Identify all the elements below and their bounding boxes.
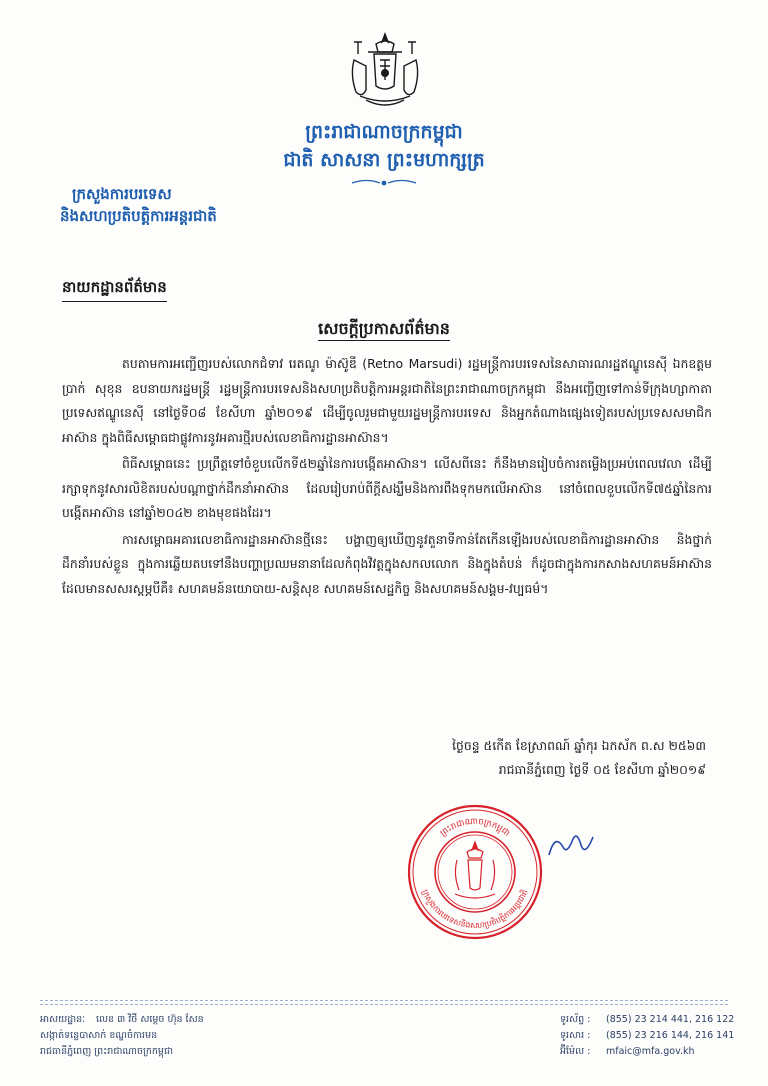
press-release-body (62, 352, 712, 603)
address-line2: សង្កាត់ទន្លេបាសាក់ ខណ្ឌចំការមន (40, 1030, 158, 1041)
address-line3: រាជធានីភ្នំពេញ ព្រះរាជាណាចក្រកម្ពុជា (40, 1046, 173, 1057)
seal-outer-text: ក្រសួងការបរទេសនិងសហប្រតិបត្តិការអន្តរជាតិ (420, 888, 530, 931)
ornament-divider-icon (350, 178, 418, 188)
document-title (0, 318, 768, 342)
fax-label: ទូរសារ : (560, 1030, 591, 1041)
royal-coat-of-arms-icon (340, 30, 430, 110)
signature-mark (545, 825, 605, 865)
department-name: នាយកដ្ឋានព័ត៌មាន (62, 278, 167, 302)
footer-divider-2 (40, 1004, 728, 1005)
footer-divider (40, 1000, 728, 1001)
document-title-text: សេចក្ដីប្រកាសព័ត៌មាន (318, 319, 450, 341)
solar-date: រាជធានីភ្នំពេញ ថ្ងៃទី ០៥ ខែសីហា ឆ្នាំ២០១៩ (498, 762, 706, 777)
seal-inner-text: ព្រះរាជាណាចក្រកម្ពុជា (438, 816, 512, 839)
ministry-name-line1: ក្រសួងការបរទេស (72, 185, 172, 203)
email-value[interactable]: mfaic@mfa.gov.kh (606, 1046, 695, 1057)
paragraph-2: ពិធីសម្ពោធនេះ ប្រព្រឹត្តទៅចំខួបលើកទី៥២ឆ្នាំនៃការបង្កើតអាស៊ាន។ លើសពីនេះ ក៏នឹងមានរៀបចំការតម្លើងប្រអប់ពេលវេលា ដើម្បីរក្សាទុកនូវសារលិខិតរបស់បណ្ដាថ្នាក់ដឹកនាំអាស៊ាន ដែលរៀបរាប់ពីក្ដីសង្ឃឹមនិងការពឹងទុកមកលើអាស៊ាន នៅចំពេលខួបលើកទី៧៥ឆ្នាំនៃការបង្កើតអាស៊ាន នៅឆ្នាំ២០៤២ ខាងមុខផងដែរ។ (62, 456, 712, 520)
paragraph-3: ការសម្ពោធអគារលេខាធិការដ្ឋានអាស៊ានថ្មីនេះ បង្ហាញឲ្យឃើញនូវតួនាទីកាន់តែកើនឡើងរបស់លេខាធិការដ្ឋានអាស៊ាន និងថ្នាក់ដឹកនាំរបស់ខ្លួន ក្នុងការឆ្លើយតបទៅនឹងបញ្ហាប្រឈមនានាដែលកំពុងវិវត្តក្នុងសកលលោក និងក្នុងតំបន់ ក៏ដូចជាក្នុងការកសាងសហគមន៍អាស៊ាន ដែលមានសសរស្ដម្ភបីគឺ៖ សហគមន៍នយោបាយ-សន្តិសុខ សហគមន៍សេដ្ឋកិច្ច និងសហគមន៍សង្គម-វប្បធម៌។ (62, 531, 712, 596)
address-line1: លេខ ៣ វិថី សម្ដេច ហ៊ុន សែន (96, 1014, 204, 1025)
email-label: អ៊ីម៉ែល : (560, 1046, 591, 1057)
ministry-name-line2: និងសហប្រតិបត្តិការអន្តរជាតិ (60, 207, 217, 225)
lunar-date: ថ្ងៃចន្ទ ៥កើត ខែស្រាពណ៍ ឆ្នាំកុរ ឯកស័ក ព.ស ២៥៦៣ (452, 738, 706, 753)
official-seal-stamp (405, 802, 545, 942)
national-motto: ជាតិ សាសនា ព្រះមហាក្សត្រ (283, 149, 485, 171)
fax-value: (855) 23 216 144, 216 141 (606, 1030, 735, 1041)
kingdom-name: ព្រះរាជាណាចក្រកម្ពុជា (305, 121, 463, 143)
address-label: អាសយដ្ឋានៈ (40, 1014, 86, 1025)
footer-contacts (560, 1012, 740, 1060)
phone-label: ទូរស័ព្ទ : (560, 1014, 591, 1025)
phone-value: (855) 23 214 441, 216 122 (606, 1014, 735, 1025)
paragraph-1: តបតាមការអញ្ជើញរបស់លោកជំទាវ រេតណូ ម៉ាស៊ូឌី (Retno Marsudi) រដ្ឋមន្ត្រីការបរទេសនៃសាធារណរដ្ឋឥណ្ឌូនេស៊ី ឯកឧត្ដម ប្រាក់ សុខុន ឧបនាយករដ្ឋមន្ត្រី រដ្ឋមន្ត្រីការបរទេសនិងសហប្រតិបត្តិការអន្តរជាតិនៃព្រះរាជាណាចក្រកម្ពុជា នឹងអញ្ជើញទៅកាន់ទីក្រុងហ្សាកាតា ប្រទេសឥណ្ឌូនេស៊ី នៅថ្ងៃទី០៨ ខែសីហា ឆ្នាំ២០១៩ ដើម្បីចូលរួមជាមួយរដ្ឋមន្ត្រីការបរទេស និងអ្នកតំណាងផ្សេងទៀតរបស់ប្រទេសសមាជិកអាស៊ាន ក្នុងពិធីសម្ពោធជាផ្លូវការនូវអគារថ្មីរបស់លេខាធិការដ្ឋានអាស៊ាន។ (62, 356, 712, 445)
footer-address (40, 1012, 380, 1060)
